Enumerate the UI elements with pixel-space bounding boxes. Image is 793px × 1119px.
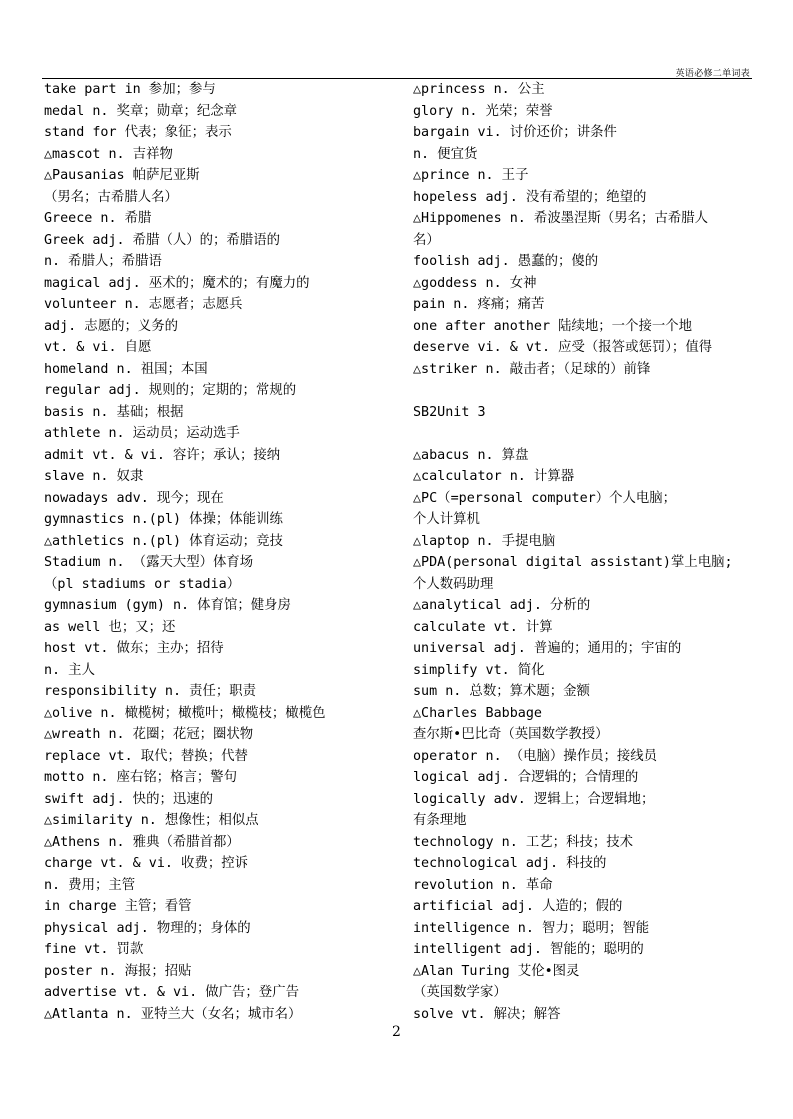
left-entry-line: gymnastics n.(pl) 体操；体能训练 <box>44 512 283 527</box>
left-column <box>44 79 404 1025</box>
right-entry-line: solve vt. 解决；解答 <box>413 1006 561 1022</box>
left-entry-line: take part in 参加；参与 <box>44 82 216 97</box>
right-entry-line <box>413 423 758 445</box>
right-entry-line: n. 便宜货 <box>413 146 478 162</box>
right-entry-line: logically adv. 逻辑上；合逻辑地； <box>413 791 655 807</box>
right-entry-line: artificial adj. 人造的；假的 <box>413 899 623 914</box>
left-entry-line: △mascot n. 吉祥物 <box>44 146 173 162</box>
left-entry-line: replace vt. 取代；替换；代替 <box>44 748 248 764</box>
right-entry-line: sum n. 总数；算术题；金额 <box>413 684 590 699</box>
right-entry-line: technological adj. 科技的 <box>413 856 607 871</box>
left-entry-line: motto n. 座右铭；格言；警句 <box>44 770 238 785</box>
left-entry-line: △Pausanias 帕萨尼亚斯 <box>44 168 200 183</box>
right-entry-line: △analytical adj. 分析的 <box>413 598 591 613</box>
right-entry-line: hopeless adj. 没有希望的；绝望的 <box>413 189 647 205</box>
right-entry-line: 个人计算机 <box>413 512 480 527</box>
right-entry-line: deserve vi. & vt. 应受（报答或惩罚）；值得 <box>413 340 713 355</box>
left-entry-line: medal n. 奖章；勋章；纪念章 <box>44 103 238 119</box>
left-entry-line: △similarity n. 想像性；相似点 <box>44 813 259 828</box>
left-entry-line: n. 费用；主管 <box>44 877 136 893</box>
left-entry-line: as well 也；又；还 <box>44 619 176 635</box>
left-entry-line: admit vt. & vi. 容许；承认；接纳 <box>44 447 281 463</box>
left-entry-line: poster n. 海报；招贴 <box>44 963 192 979</box>
left-entry-line: charge vt. & vi. 收费；控诉 <box>44 856 249 871</box>
left-entry-line: volunteer n. 志愿者；志愿兵 <box>44 297 243 312</box>
left-entry-line: （pl stadiums or stadia） <box>44 576 241 592</box>
right-entry-line: △PDA(personal digital assistant)掌上电脑; <box>413 555 733 570</box>
left-entry-line: △athletics n.(pl) 体育运动；竞技 <box>44 533 283 549</box>
left-entry-line: in charge 主管；看管 <box>44 899 192 914</box>
right-entry-line: intelligence n. 智力；聪明；智能 <box>413 920 650 936</box>
left-entry-line: vt. & vi. 自愿 <box>44 340 152 355</box>
left-entry-line: magical adj. 巫术的；魔术的；有魔力的 <box>44 275 310 291</box>
left-entry-line: Greece n. 希腊 <box>44 211 152 226</box>
right-entry-line: △prince n. 王子 <box>413 168 529 183</box>
right-entry-line: △laptop n. 手提电脑 <box>413 533 556 549</box>
running-header: 英语必修二单词表 <box>675 69 750 79</box>
right-entry-line: △PC（=personal computer）个人电脑； <box>413 490 677 506</box>
left-entry-line: slave n. 奴隶 <box>44 469 144 484</box>
left-entry-line: stand for 代表；象征；表示 <box>44 125 232 140</box>
left-entry-line: nowadays adv. 现今；现在 <box>44 490 224 506</box>
right-entry-line: calculate vt. 计算 <box>413 619 553 635</box>
left-entry-line: △olive n. 橄榄树；橄榄叶；橄榄枝；橄榄色 <box>44 705 326 721</box>
right-entry-line: △Charles Babbage <box>413 705 542 721</box>
right-entry-line <box>413 380 758 402</box>
left-entry-line: Stadium n. （露天大型）体育场 <box>44 555 254 570</box>
right-entry-line: 名） <box>413 232 440 248</box>
right-entry-line: （英国数学家） <box>413 985 507 1000</box>
right-entry-line: 查尔斯•巴比奇（英国数学教授） <box>413 727 609 742</box>
right-entry-line: one after another 陆续地；一个接一个地 <box>413 318 693 334</box>
left-entry-line: basis n. 基础；根据 <box>44 404 184 420</box>
left-entry-line: adj. 志愿的；义务的 <box>44 318 179 334</box>
right-entry-line: operator n. （电脑）操作员；接线员 <box>413 748 658 764</box>
right-entry-line: revolution n. 革命 <box>413 877 553 893</box>
right-entry-line: intelligent adj. 智能的；聪明的 <box>413 942 644 957</box>
right-entry-line: △goddess n. 女神 <box>413 275 537 291</box>
left-entry-line: Greek adj. 希腊（人）的；希腊语的 <box>44 232 280 248</box>
left-entry-line: △Atlanta n. 亚特兰大（女名；城市名） <box>44 1006 302 1022</box>
right-entry-line: △Hippomenes n. 希波墨涅斯（男名；古希腊人 <box>413 211 709 226</box>
left-entry-line: athlete n. 运动员；运动选手 <box>44 426 240 441</box>
right-entry-line: △striker n. 敲击者；（足球的）前锋 <box>413 361 651 377</box>
right-entry-line: simplify vt. 简化 <box>413 662 545 678</box>
right-entry-line: △Alan Turing 艾伦•图灵 <box>413 963 580 979</box>
left-entry-line: host vt. 做东；主办；招待 <box>44 641 224 656</box>
right-entry-line: △calculator n. 计算器 <box>413 469 575 484</box>
right-entry-line: 个人数码助理 <box>413 576 494 592</box>
page-number: 2 <box>392 1024 401 1040</box>
right-entry-line: logical adj. 合逻辑的；合情理的 <box>413 770 639 785</box>
right-entry-line: foolish adj. 愚蠢的；傻的 <box>413 254 599 269</box>
left-entry-line: n. 希腊人；希腊语 <box>44 254 162 269</box>
left-entry-line: （男名；古希腊人名） <box>44 189 178 205</box>
left-entry-line: homeland n. 祖国；本国 <box>44 361 208 377</box>
right-entry-line: △princess n. 公主 <box>413 82 545 97</box>
left-entry-line: advertise vt. & vi. 做广告；登广告 <box>44 985 299 1000</box>
left-entry-line: △Athens n. 雅典（希腊首都） <box>44 834 240 850</box>
left-entry-line: △wreath n. 花圈；花冠；圈状物 <box>44 727 254 742</box>
left-entry-line: gymnasium (gym) n. 体育馆；健身房 <box>44 598 291 613</box>
right-entry-line: bargain vi. 讨价还价；讲条件 <box>413 125 617 140</box>
right-entry-line: pain n. 疼痛；痛苦 <box>413 297 545 312</box>
left-entry-line: swift adj. 快的；迅速的 <box>44 791 214 807</box>
right-entry-line: SB2Unit 3 <box>413 404 486 420</box>
right-entry-line: 有条理地 <box>413 813 467 828</box>
right-entry-line: universal adj. 普遍的；通用的；宇宙的 <box>413 641 682 656</box>
right-entry-line: glory n. 光荣；荣誉 <box>413 103 553 119</box>
left-entry-line: responsibility n. 责任；职责 <box>44 684 257 699</box>
right-column <box>413 79 758 1025</box>
right-entry-line: technology n. 工艺；科技；技术 <box>413 834 633 850</box>
left-entry-line: n. 主人 <box>44 662 95 678</box>
left-entry-line: physical adj. 物理的；身体的 <box>44 920 251 936</box>
left-entry-line: regular adj. 规则的；定期的；常规的 <box>44 383 297 398</box>
right-entry-line: △abacus n. 算盘 <box>413 447 529 463</box>
left-entry-line: fine vt. 罚款 <box>44 942 144 957</box>
